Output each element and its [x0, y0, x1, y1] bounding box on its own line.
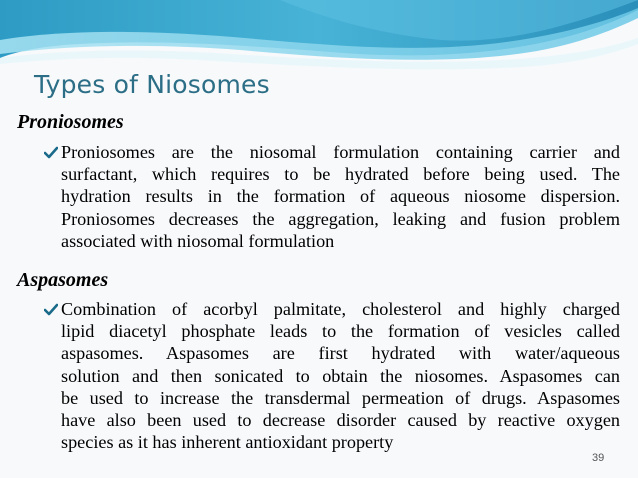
text-line: lipid diacetyl phosphate leads to the formation of vesicles called [61, 321, 620, 342]
text-line: Proniosomes are the niosomal formulation containing carrier and [61, 142, 620, 162]
text-line: species as it has inherent antioxidant property [61, 432, 394, 453]
page-number: 39 [592, 452, 605, 464]
text-line: aspasomes. Aspasomes are first hydrated with water/aqueous [61, 343, 620, 364]
checkmark-bullet-icon [44, 146, 58, 160]
text-line: have also been used to decrease disorder caused by reactive oxygen [61, 410, 620, 431]
text-line: solution and then sonicated to obtain the niosomes. Aspasomes can [61, 365, 620, 386]
bullet-item-proniosomes [44, 141, 620, 252]
text-line: be used to increase the transdermal permeation of drugs. Aspasomes [61, 387, 620, 408]
text-line: hydration results in the formation of aqueous niosome dispersion. [61, 186, 620, 207]
text-line: Proniosomes decreases the aggregation, leaking and fusion problem [61, 208, 620, 229]
section-heading-proniosomes: Proniosomes [17, 111, 124, 133]
bullet-item-aspasomes [44, 298, 620, 453]
wave-banner [0, 0, 638, 70]
text-line: Combination of acorbyl palmitate, cholesterol and highly charged [61, 299, 620, 319]
text-line: associated with niosomal formulation [61, 230, 335, 251]
checkmark-bullet-icon [44, 303, 58, 317]
slide-title: Types of Niosomes [34, 70, 270, 99]
section-heading-aspasomes: Aspasomes [17, 269, 109, 291]
text-line: surfactant, which requires to be hydrated before being used. The [61, 164, 620, 185]
